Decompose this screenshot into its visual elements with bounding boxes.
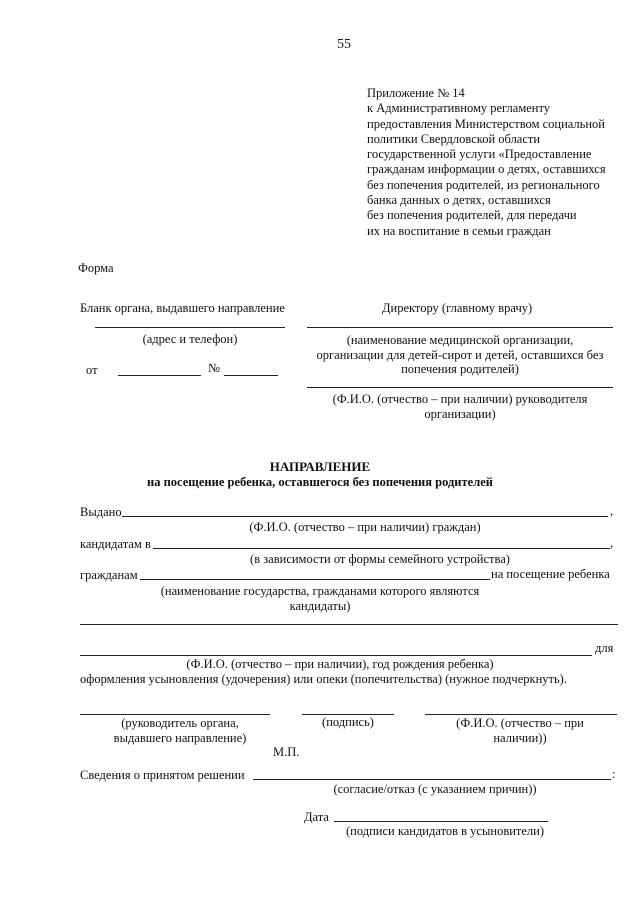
candidates-caption: (в зависимости от формы семейного устройства) bbox=[250, 552, 510, 566]
country-caption-line: (наименование государства, гражданами которого являются bbox=[160, 584, 480, 598]
fio-caption-line: (Ф.И.О. (отчество – при bbox=[456, 716, 584, 730]
director-name-caption-line: организации) bbox=[424, 406, 496, 421]
page-number: 55 bbox=[337, 37, 351, 52]
director-name-caption bbox=[300, 392, 620, 421]
appendix-line: предоставления Министерством социальной bbox=[367, 116, 606, 131]
from-label: от bbox=[86, 363, 98, 377]
child-line[interactable] bbox=[80, 655, 592, 656]
comma: , bbox=[610, 504, 614, 518]
colon: : bbox=[612, 767, 616, 781]
date-from-line[interactable] bbox=[118, 375, 201, 376]
organization-caption-line: попечения родителей) bbox=[401, 362, 519, 376]
date-line[interactable] bbox=[334, 821, 548, 822]
blank-label: Бланк органа, выдавшего направление bbox=[80, 301, 285, 315]
date-label: Дата bbox=[304, 810, 329, 824]
decision-line[interactable] bbox=[253, 779, 611, 780]
appendix-line: их на воспитание в семьи граждан bbox=[367, 223, 551, 238]
decision-caption: (согласие/отказ (с указанием причин)) bbox=[333, 782, 537, 796]
country-caption bbox=[150, 584, 490, 613]
appendix-line: к Административному регламенту bbox=[367, 101, 551, 116]
stamp-label: М.П. bbox=[273, 745, 300, 759]
appendix-line: политики Свердловской области bbox=[367, 131, 541, 146]
director-name-caption-line: (Ф.И.О. (отчество – при наличии) руководителя bbox=[332, 392, 588, 406]
for-label: для bbox=[595, 641, 614, 655]
address-line[interactable] bbox=[95, 327, 285, 328]
comma: , bbox=[610, 536, 614, 550]
head-line[interactable] bbox=[80, 714, 270, 715]
issued-line[interactable] bbox=[122, 516, 608, 517]
appendix-line: государственной услуги «Предоставление bbox=[367, 147, 592, 162]
citizens-label: гражданам bbox=[80, 568, 138, 582]
head-caption-line: выдавшего направление) bbox=[113, 731, 247, 745]
issued-caption: (Ф.И.О. (отчество – при наличии) граждан) bbox=[249, 520, 481, 534]
appendix-line: Приложение № 14 bbox=[367, 86, 465, 100]
appendix-line: без попечения родителей, для передачи bbox=[367, 208, 577, 223]
director-label: Директору (главному врачу) bbox=[382, 301, 533, 315]
country-caption-line: кандидаты) bbox=[289, 598, 351, 613]
candidates-line[interactable] bbox=[153, 548, 610, 549]
organization-line[interactable] bbox=[307, 327, 613, 328]
appendix-header bbox=[367, 86, 637, 239]
child-caption: (Ф.И.О. (отчество – при наличии), год рождения ребенка) bbox=[186, 657, 494, 671]
purpose-text: оформления усыновления (удочерения) или опеки (попечительства) (нужное подчеркнуть). bbox=[80, 672, 567, 686]
organization-caption-line: организации для детей-сирот и детей, оставшихся без bbox=[316, 347, 604, 362]
decision-label: Сведения о принятом решении bbox=[80, 768, 245, 782]
address-caption: (адрес и телефон) bbox=[142, 332, 238, 346]
fio-line[interactable] bbox=[425, 714, 617, 715]
citizens-line[interactable] bbox=[140, 579, 490, 580]
signature-caption: (подпись) bbox=[322, 715, 374, 729]
form-label: Форма bbox=[78, 261, 114, 275]
fio-caption-line: наличии)) bbox=[493, 731, 547, 745]
document-title: НАПРАВЛЕНИЕ bbox=[269, 459, 371, 474]
document-subtitle: на посещение ребенка, оставшегося без попечения родителей bbox=[147, 475, 493, 489]
issued-label: Выдано bbox=[80, 505, 122, 519]
appendix-line: без попечения родителей, из регионального bbox=[367, 177, 600, 192]
date-caption: (подписи кандидатов в усыновители) bbox=[345, 824, 545, 838]
appendix-line: гражданам информации о детях, оставшихся bbox=[367, 162, 606, 177]
fio-caption bbox=[440, 716, 600, 746]
number-line[interactable] bbox=[224, 375, 278, 376]
candidates-label: кандидатам в bbox=[80, 537, 151, 551]
appendix-line: банка данных о детях, оставшихся bbox=[367, 193, 551, 208]
organization-caption-line: (наименование медицинской организации, bbox=[346, 333, 574, 347]
number-label: № bbox=[208, 361, 220, 375]
organization-caption bbox=[300, 333, 620, 377]
head-caption bbox=[80, 716, 280, 746]
head-caption-line: (руководитель органа, bbox=[121, 716, 239, 730]
director-name-line[interactable] bbox=[307, 387, 613, 388]
extra-line[interactable] bbox=[80, 624, 618, 625]
visit-label: на посещение ребенка bbox=[491, 567, 610, 581]
